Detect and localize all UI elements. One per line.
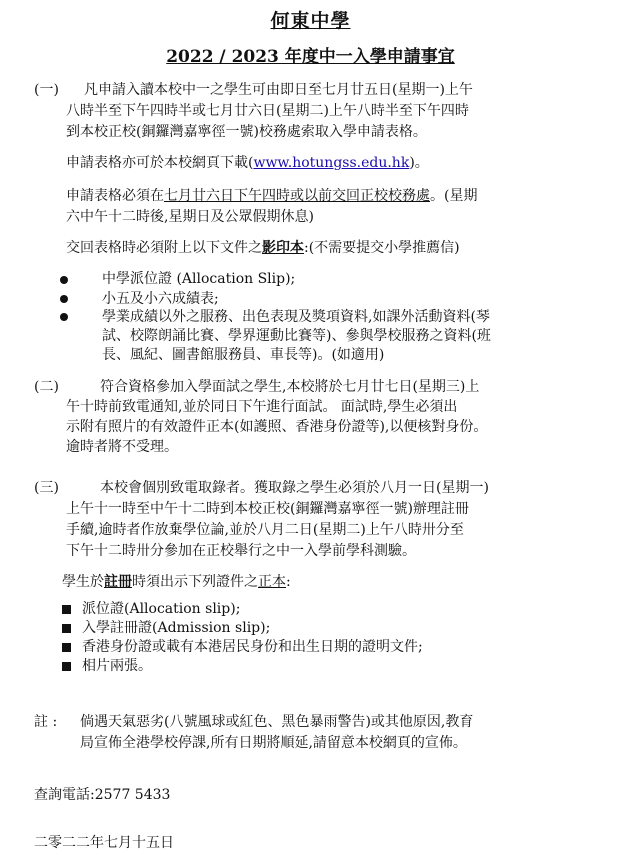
bullet-square-icon (62, 662, 71, 671)
attachment-text-pre: 交回表格時必須附上以下文件之 (66, 240, 262, 256)
section-3-line-2: 上午十一時至中午十二時到本校正校(銅鑼灣嘉寧徑一號)辦理註冊 (66, 501, 469, 517)
attachment-item-2: 小五及小六成績表; (102, 291, 219, 307)
note-line-1: 倘遇天氣惡劣(八號風球或紅色、黑色暴雨警告)或其他原因,教育 (80, 714, 474, 730)
deadline-text-pre: 申請表格必須在 (66, 188, 164, 204)
download-text-pre: 申請表格亦可於本校網頁下載( (66, 155, 254, 171)
section-2-line-1: 符合資格參加入學面試之學生,本校將於七月廿七日(星期三)上 (100, 379, 480, 395)
note-line-2: 局宣佈全港學校停課,所有日期將順延,請留意本校網頁的宣佈。 (80, 735, 467, 751)
section-3-line-4: 下午十二時卅分參加在正校舉行之中一入學前學科測驗。 (66, 543, 416, 559)
attachment-item-3-line-2: 試、校際朗誦比賽、學界運動比賽等)、參與學校服務之資料(班 (102, 328, 491, 344)
registration-text-pre: 學生於 (62, 574, 104, 590)
registration-item-1: 派位證(Allocation slip); (82, 601, 241, 617)
section-3-line-1: 本校會個別致電取錄者。獲取錄之學生必須於八月一日(星期一) (100, 480, 489, 496)
deadline-line-1 (66, 186, 477, 207)
bullet-square-icon (62, 643, 71, 652)
attachment-item-3: 學業成績以外之服務、出色表現及獎項資料,如課外活動資料(琴 (102, 309, 490, 325)
contact-line (34, 785, 170, 806)
section-1-number: (一) (34, 82, 59, 98)
contact-phone: 2577 5433 (94, 787, 171, 803)
registration-emphasis: 註冊 (104, 574, 132, 590)
bullet-dot-icon (60, 295, 68, 303)
registration-instruction (62, 572, 291, 593)
attachment-item-3-line-3: 長、風紀、圖書館服務員、車長等)。(如適用) (102, 347, 385, 363)
registration-text-mid: 時須出示下列證件之 (132, 574, 258, 590)
section-2-line-2: 午十時前致電通知,並於同日下午進行面試。 面試時,學生必須出 (66, 399, 458, 415)
photocopy-emphasis: 影印本 (262, 240, 304, 256)
registration-text-post: : (286, 574, 291, 590)
section-2-line-3: 示附有照片的有效證件正本(如護照、香港身份證等),以便核對身份。 (66, 419, 488, 435)
registration-item-2: 入學註冊證(Admission slip); (82, 620, 271, 636)
registration-item-3: 香港身份證或載有本港居民身份和出生日期的證明文件; (82, 639, 423, 655)
attachment-instruction (66, 238, 460, 259)
deadline-text-post: 。(星期 (430, 188, 478, 204)
attachment-text-post: :(不需要提交小學推薦信) (304, 240, 460, 256)
deadline-emphasis: 七月廿六日下午四時或以前交回正校校務處 (164, 188, 430, 204)
bullet-square-icon (62, 605, 71, 614)
section-3-number: (三) (34, 480, 59, 496)
section-1-line-3: 到本校正校(銅鑼灣嘉寧徑一號)校務處索取入學申請表格。 (66, 124, 427, 140)
attachment-item-1: 中學派位證 (Allocation Slip); (102, 271, 296, 287)
section-1-line-2: 八時半至下午四時半或七月廿六日(星期二)上午八時半至下午四時 (66, 103, 469, 119)
section-2-line-4: 逾時者將不受理。 (66, 439, 178, 455)
school-website-link[interactable]: www.hotungss.edu.hk (253, 155, 410, 171)
original-emphasis: 正本 (258, 574, 286, 590)
bullet-dot-icon (60, 313, 68, 321)
contact-label: 查詢電話: (34, 787, 95, 803)
issue-date: 二零二二年七月十五日 (34, 835, 174, 851)
school-name: 何東中學 (270, 10, 351, 32)
note-label: 註 : (34, 714, 58, 730)
download-note (66, 153, 429, 174)
download-text-post: )。 (409, 155, 429, 171)
section-2-number: (二) (34, 379, 59, 395)
registration-item-4: 相片兩張。 (82, 658, 152, 674)
deadline-line-2: 六中午十二時後,星期日及公眾假期休息) (66, 209, 314, 225)
section-3-line-3: 手續,逾時者作放棄學位論,並於八月二日(星期二)上午八時卅分至 (66, 522, 464, 538)
bullet-dot-icon (60, 276, 68, 284)
section-1-line-1: 凡申請入讀本校中一之學生可由即日至七月廿五日(星期一)上午 (84, 82, 473, 98)
document-title: 2022 / 2023 年度中一入學申請事宜 (166, 47, 455, 67)
bullet-square-icon (62, 624, 71, 633)
